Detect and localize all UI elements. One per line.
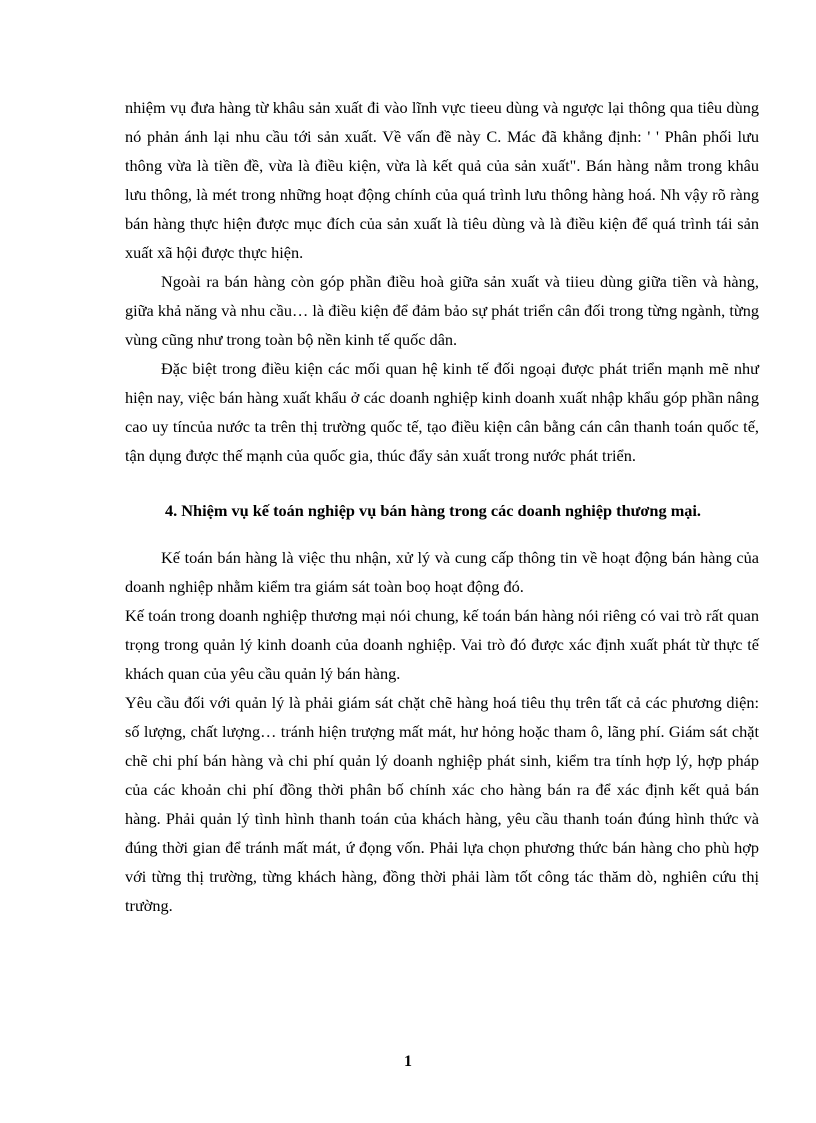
paragraph-4: Kế toán bán hàng là việc thu nhận, xử lý và cung cấp thông tin về hoạt động bán hàng của doanh nghiệp nhằm kiểm tra giám sát toàn boọ hoạt động đó. <box>125 548 759 596</box>
section-heading: 4. Nhiệm vụ kế toán nghiệp vụ bán hàng trong các doanh nghiệp thương mại. <box>165 501 701 520</box>
page-number: 1 <box>404 1053 412 1070</box>
document-body <box>125 93 759 920</box>
paragraph-2: Ngoài ra bán hàng còn góp phần điều hoà giữa sản xuất và tiieu dùng giữa tiền và hàng, giữa khả năng và nhu cầu… là điều kiện để đảm bảo sự phát triển cân đối trong từng ngành, từng vùng cũng như trong toàn bộ nền kinh tế quốc dân. <box>125 272 759 349</box>
paragraph-6: Yêu cầu đối với quản lý là phải giám sát chặt chẽ hàng hoá tiêu thụ trên tất cả các phương diện: số lượng, chất lượng… tránh hiện trượng mất mát, hư hỏng hoặc tham ô, lãng phí. Giám sát chặt chẽ chi phí bán hàng và chi phí quản lý doanh nghiệp phát sinh, kiểm tra tính hợp lý, hợp pháp của các khoản chi phí đồng thời phân bố chính xác cho hàng bán ra để xác định kết quả bán hàng. Phải quản lý tình hình thanh toán của khách hàng, yêu cầu thanh toán đúng hình thức và đúng thời gian để tránh mất mát, ứ đọng vốn. Phải lựa chọn phương thức bán hàng cho phù hợp với từng thị trường, từng khách hàng, đồng thời phải làm tốt công tác thăm dò, nghiên cứu thị trường. <box>125 693 759 915</box>
paragraph-1: nhiệm vụ đưa hàng từ khâu sản xuất đi vào lĩnh vực tieeu dùng và ngược lại thông qua tiêu dùng nó phản ánh lại nhu cầu tới sản xuất. Về vấn đề này C. Mác đã khẳng định: ' ' Phân phối lưu thông vừa là tiền đề, vừa là điều kiện, vừa là kết quả của sản xuất". Bán hàng nằm trong khâu lưu thông, là mét trong những hoạt động chính của quá trình lưu thông hàng hoá. Nh vậy rõ ràng bán hàng thực hiện được mục đích của sản xuất là tiêu dùng và là điều kiện để quá trình tái sản xuất xã hội được thực hiện. <box>125 98 759 262</box>
paragraph-5: Kế toán trong doanh nghiệp thương mại nói chung, kế toán bán hàng nói riêng có vai trò rất quan trọng trong quản lý kinh doanh của doanh nghiệp. Vai trò đó được xác định xuất phát từ thực tế khách quan của yêu cầu quản lý bán hàng. <box>125 606 759 683</box>
paragraph-3: Đặc biệt trong điều kiện các mối quan hệ kinh tế đối ngoại được phát triển mạnh mẽ như hiện nay, việc bán hàng xuất khẩu ở các doanh nghiệp kinh doanh xuất nhập khẩu góp phần nâng cao uy tíncủa nước ta trên thị trường quốc tế, tạo điều kiện cân bằng cán cân thanh toán quốc tế, tận dụng được thế mạnh của quốc gia, thúc đẩy sản xuất trong nước phát triển. <box>125 359 759 465</box>
